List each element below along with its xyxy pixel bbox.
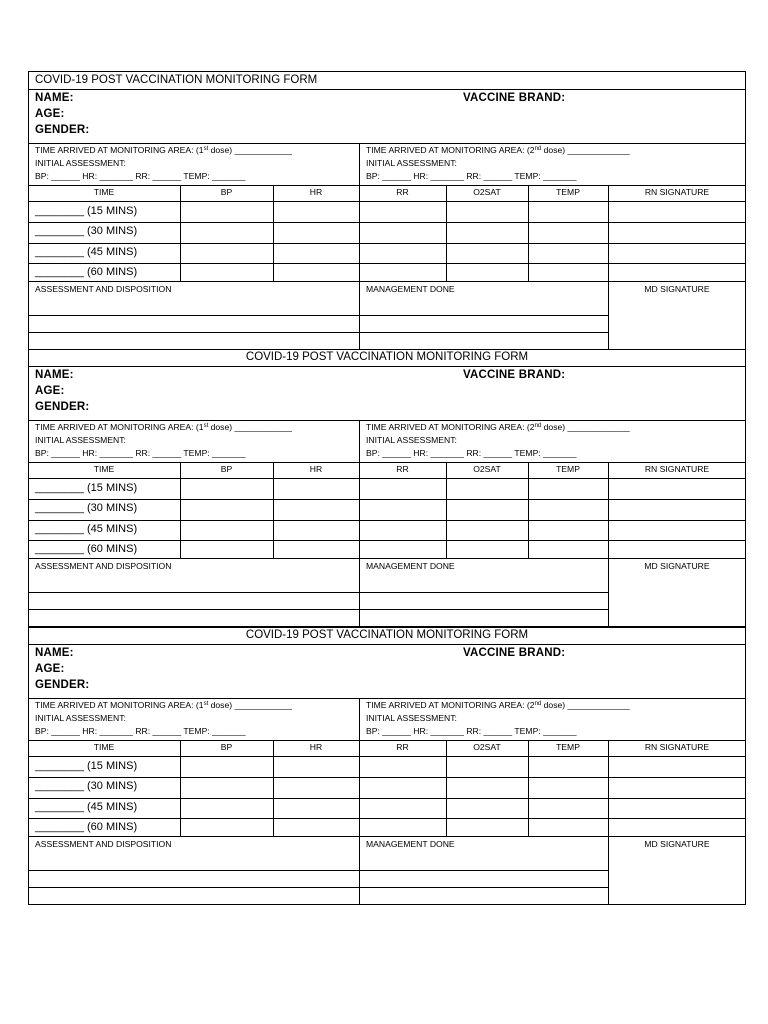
age-label: AGE: [35, 108, 65, 120]
time-row-15: ________ (15 MINS) [35, 760, 138, 772]
time-row-45: ________ (45 MINS) [35, 523, 138, 535]
column-header-hr: HR [309, 187, 323, 197]
gender-label: GENDER: [35, 124, 90, 136]
monitoring-form-3 [28, 627, 746, 905]
dose1-time-label: TIME ARRIVED AT MONITORING AREA: (1st dose) ____________ [35, 145, 292, 155]
vitals-line: BP: ______ HR: _______ RR: ______ TEMP: _______ [366, 448, 577, 458]
age-label: AGE: [35, 663, 65, 675]
initial-assessment-label: INITIAL ASSESSMENT: [366, 158, 457, 168]
vitals-line: BP: ______ HR: _______ RR: ______ TEMP: _______ [35, 448, 246, 458]
column-header-temp: TEMP [556, 742, 580, 752]
vaccine-brand-label: VACCINE BRAND: [463, 369, 566, 381]
column-header-o2sat: O2SAT [473, 742, 501, 752]
management-label: MANAGEMENT DONE [366, 561, 455, 571]
age-label: AGE: [35, 385, 65, 397]
column-header-rr: RR [396, 187, 409, 197]
vitals-line: BP: ______ HR: _______ RR: ______ TEMP: _______ [366, 171, 577, 181]
vitals-line: BP: ______ HR: _______ RR: ______ TEMP: _______ [366, 726, 577, 736]
management-label: MANAGEMENT DONE [366, 839, 455, 849]
column-header-hr: HR [309, 464, 323, 474]
initial-assessment-label: INITIAL ASSESSMENT: [35, 713, 126, 723]
column-header-time: TIME [93, 187, 115, 197]
time-row-60: ________ (60 MINS) [35, 821, 138, 833]
gender-label: GENDER: [35, 679, 90, 691]
vaccine-brand-label: VACCINE BRAND: [463, 647, 566, 659]
management-label: MANAGEMENT DONE [366, 284, 455, 294]
initial-assessment-label: INITIAL ASSESSMENT: [35, 435, 126, 445]
name-label: NAME: [35, 92, 74, 104]
column-header-temp: TEMP [556, 187, 580, 197]
column-header-time: TIME [93, 464, 115, 474]
column-header-rr: RR [396, 464, 409, 474]
md-signature-label: MD SIGNATURE [644, 561, 710, 571]
monitoring-form-2 [28, 349, 746, 627]
time-row-60: ________ (60 MINS) [35, 266, 138, 278]
dose1-time-label: TIME ARRIVED AT MONITORING AREA: (1st dose) ____________ [35, 422, 292, 432]
initial-assessment-label: INITIAL ASSESSMENT: [366, 435, 457, 445]
assessment-label: ASSESSMENT AND DISPOSITION [35, 284, 172, 294]
gender-label: GENDER: [35, 401, 90, 413]
vaccine-brand-label: VACCINE BRAND: [463, 92, 566, 104]
form-title: COVID-19 POST VACCINATION MONITORING FORM [35, 74, 318, 86]
vitals-line: BP: ______ HR: _______ RR: ______ TEMP: _______ [35, 171, 246, 181]
assessment-label: ASSESSMENT AND DISPOSITION [35, 839, 172, 849]
time-row-30: ________ (30 MINS) [35, 502, 138, 514]
time-row-60: ________ (60 MINS) [35, 543, 138, 555]
time-row-45: ________ (45 MINS) [35, 246, 138, 258]
column-header-rr: RR [396, 742, 409, 752]
column-header-bp: BP [220, 187, 233, 197]
dose2-time-label: TIME ARRIVED AT MONITORING AREA: (2nd dose) _____________ [366, 700, 630, 710]
column-header-rn-signature: RN SIGNATURE [644, 742, 710, 752]
time-row-45: ________ (45 MINS) [35, 801, 138, 813]
assessment-label: ASSESSMENT AND DISPOSITION [35, 561, 172, 571]
column-header-hr: HR [309, 742, 323, 752]
time-row-15: ________ (15 MINS) [35, 205, 138, 217]
column-header-rn-signature: RN SIGNATURE [644, 187, 710, 197]
time-row-30: ________ (30 MINS) [35, 225, 138, 237]
form-title: COVID-19 POST VACCINATION MONITORING FORM [245, 629, 529, 641]
md-signature-label: MD SIGNATURE [644, 839, 710, 849]
name-label: NAME: [35, 647, 74, 659]
column-header-bp: BP [220, 742, 233, 752]
name-label: NAME: [35, 369, 74, 381]
md-signature-label: MD SIGNATURE [644, 284, 710, 294]
initial-assessment-label: INITIAL ASSESSMENT: [366, 713, 457, 723]
dose1-time-label: TIME ARRIVED AT MONITORING AREA: (1st dose) ____________ [35, 700, 292, 710]
column-header-rn-signature: RN SIGNATURE [644, 464, 710, 474]
vitals-line: BP: ______ HR: _______ RR: ______ TEMP: _______ [35, 726, 246, 736]
column-header-bp: BP [220, 464, 233, 474]
form-title: COVID-19 POST VACCINATION MONITORING FORM [245, 351, 529, 363]
column-header-temp: TEMP [556, 464, 580, 474]
column-header-o2sat: O2SAT [473, 187, 501, 197]
time-row-15: ________ (15 MINS) [35, 482, 138, 494]
column-header-o2sat: O2SAT [473, 464, 501, 474]
initial-assessment-label: INITIAL ASSESSMENT: [35, 158, 126, 168]
monitoring-form-1 [28, 71, 746, 349]
dose2-time-label: TIME ARRIVED AT MONITORING AREA: (2nd dose) _____________ [366, 422, 630, 432]
dose2-time-label: TIME ARRIVED AT MONITORING AREA: (2nd dose) _____________ [366, 145, 630, 155]
column-header-time: TIME [93, 742, 115, 752]
time-row-30: ________ (30 MINS) [35, 780, 138, 792]
